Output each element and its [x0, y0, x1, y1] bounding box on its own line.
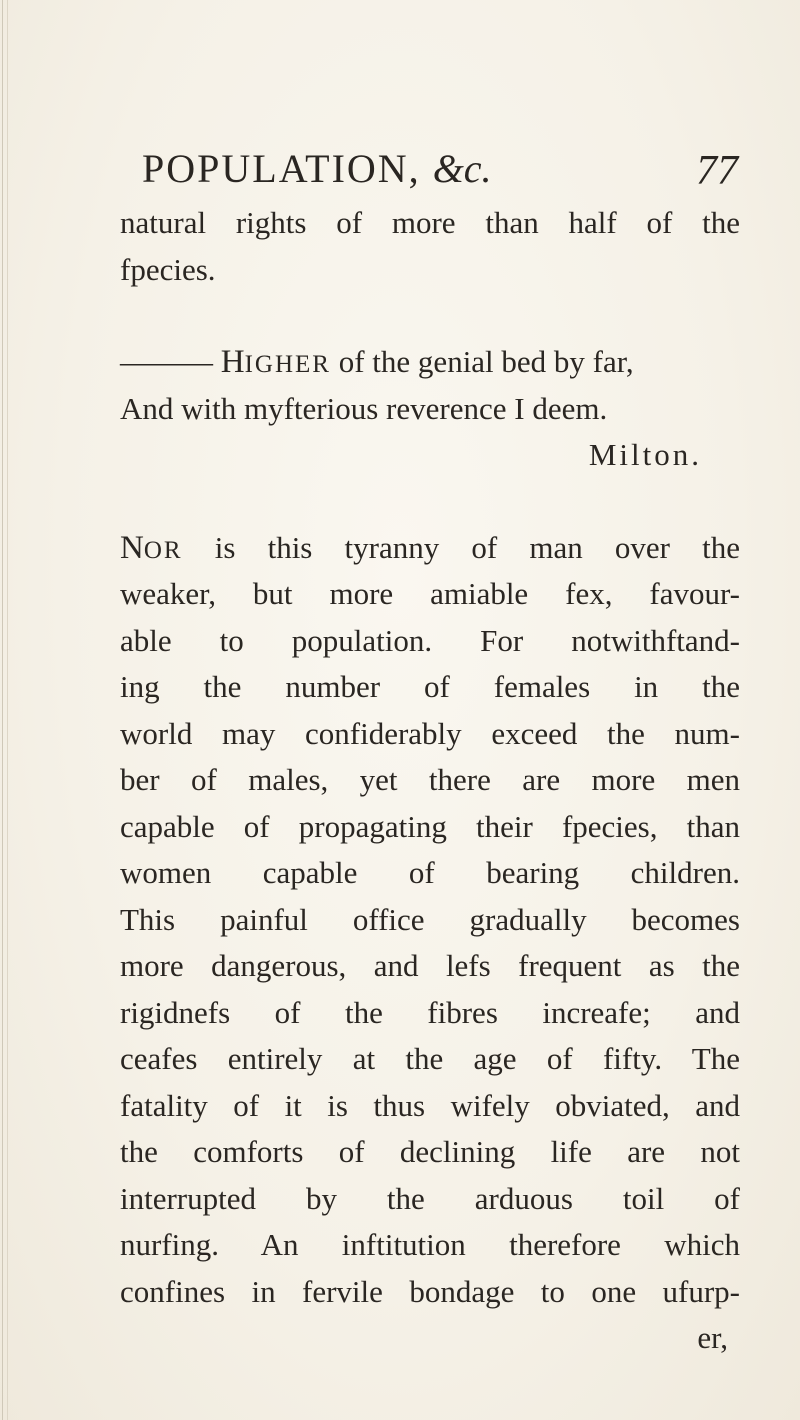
catchword: er,	[697, 1320, 728, 1355]
text-line: ceafes entirely at the age of fifty. The	[120, 1041, 740, 1076]
small-caps-rest: OR	[143, 536, 183, 564]
text-line: more dangerous, and lefs frequent as the	[120, 948, 740, 983]
running-title	[142, 145, 492, 192]
text-line: fatality of it is thus wifely obviated, and	[120, 1087, 740, 1123]
text-line: natural rights of more than half of the	[120, 205, 740, 240]
spacer	[120, 293, 740, 339]
page-edge-line	[2, 0, 3, 1420]
paragraph-first-line-text: is this tyranny of man over the	[214, 529, 740, 565]
em-dash: ———	[120, 344, 213, 379]
page-edge-line	[7, 0, 8, 1420]
text-line	[120, 525, 740, 572]
body-text	[120, 200, 740, 1362]
small-caps-initial: H	[220, 344, 245, 380]
text-line: ing the number of females in the	[120, 669, 740, 704]
verse-line	[120, 339, 740, 386]
text-line: able to population. For notwithftand-	[120, 622, 740, 658]
paragraph	[120, 525, 740, 1362]
spacer	[120, 479, 740, 525]
text-line: nurfing. An inftitution therefore which	[120, 1227, 740, 1262]
text-line: confines in fervile bondage to one ufurp-	[120, 1273, 740, 1309]
text-line: interrupted by the arduous toil of	[120, 1180, 740, 1216]
small-caps-initial: N	[120, 529, 144, 566]
page-header	[0, 135, 800, 195]
quote-attribution: Milton.	[588, 437, 702, 472]
text-line: women capable of bearing children.	[120, 855, 740, 890]
text-line: This painful office gradually becomes	[120, 901, 740, 937]
running-title-suffix: &c.	[432, 146, 492, 191]
text-line: ber of males, yet there are more men	[120, 762, 740, 797]
verse-text: of the genial bed by far,	[338, 344, 634, 379]
text-line: weaker, but more amiable fex, favour-	[120, 576, 740, 611]
text-line: fpecies.	[120, 251, 216, 287]
text-line: capable of propagating their fpecies, than	[120, 808, 740, 844]
page-number: 77	[696, 148, 738, 194]
verse-quotation	[120, 339, 740, 479]
text-line: rigidnefs of the fibres increafe; and	[120, 994, 740, 1030]
small-caps-rest: IGHER	[244, 351, 331, 378]
text-line: world may confiderably exceed the num-	[120, 715, 740, 751]
text-line: the comforts of declining life are not	[120, 1134, 740, 1169]
verse-line: And with myfterious reverence I deem.	[120, 390, 608, 426]
running-title-text: POPULATION,	[142, 146, 421, 191]
